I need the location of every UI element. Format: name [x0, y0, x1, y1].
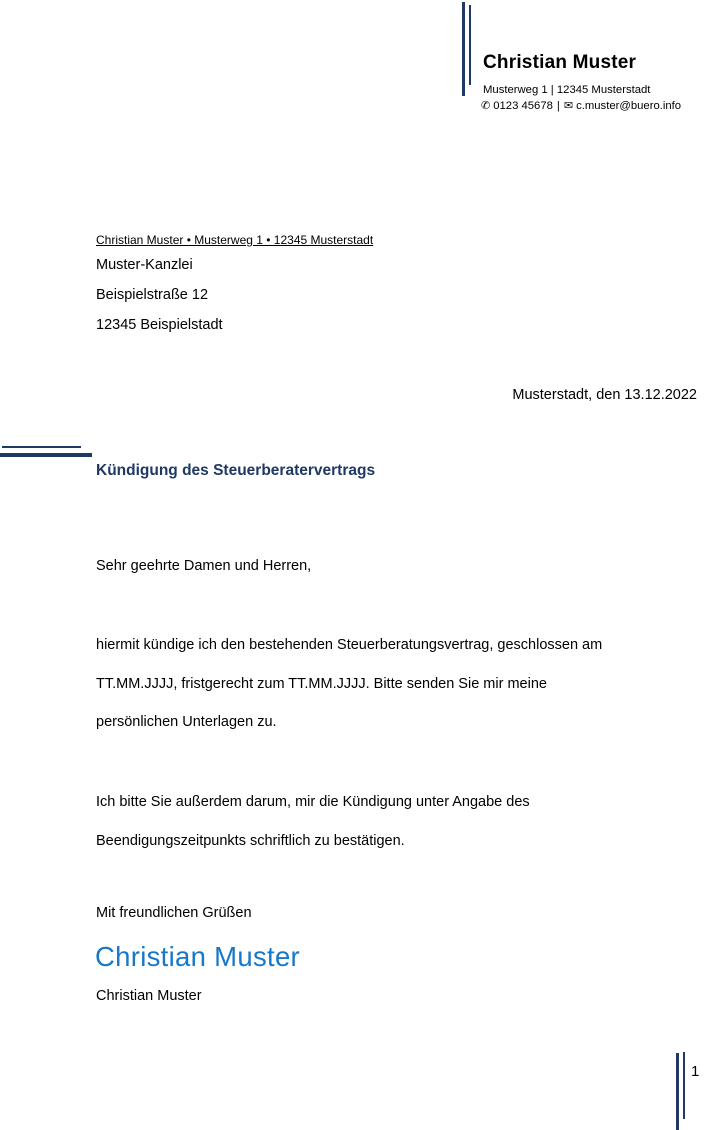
paragraph-1-line-2: TT.MM.JJJJ, fristgerecht zum TT.MM.JJJJ. Bitte senden Sie mir meine: [96, 675, 547, 692]
paragraph-2: [96, 783, 686, 860]
paragraph-2-line-1: Ich bitte Sie außerdem darum, mir die Kündigung unter Angabe des: [96, 794, 530, 810]
subject-line: Kündigung des Steuerberatervertrags: [96, 462, 376, 479]
sender-email: c.muster@buero.info: [576, 100, 682, 112]
header-accent-bar-right: [469, 5, 472, 85]
sender-address-line: Musterweg 1 | 12345 Musterstadt: [483, 84, 651, 96]
paragraph-1-line-1: hiermit kündige ich den bestehenden Steuerberatungsvertrag, geschlossen am: [96, 637, 603, 653]
closing-formula: Mit freundlichen Grüßen: [96, 905, 252, 921]
sender-phone: 0123 45678: [493, 100, 553, 112]
recipient-name: Muster-Kanzlei: [96, 257, 193, 273]
subject-rule-bottom: [0, 453, 92, 457]
recipient-city: 12345 Beispielstadt: [96, 317, 223, 333]
header-accent-bar-left: [462, 2, 466, 96]
date-line: Musterstadt, den 13.12.2022: [512, 387, 697, 403]
signature-text: Christian Muster: [95, 941, 300, 972]
recipient-street: Beispielstraße 12: [96, 287, 209, 303]
signer-printed-name: Christian Muster: [96, 988, 202, 1004]
footer-accent-bar-right: [683, 1052, 686, 1119]
contact-separator: |: [556, 100, 560, 112]
subject-rule-top: [2, 446, 81, 448]
paragraph-2-line-2: Beendigungszeitpunkts schriftlich zu bestätigen.: [96, 832, 405, 849]
paragraph-1: [96, 626, 686, 742]
paragraph-1-line-3: persönlichen Unterlagen zu.: [96, 714, 277, 730]
email-icon: ✉: [563, 100, 574, 112]
sender-name-heading: Christian Muster: [483, 52, 637, 73]
return-address-line: Christian Muster • Musterweg 1 • 12345 Musterstadt: [96, 233, 374, 247]
salutation: Sehr geehrte Damen und Herren,: [96, 558, 312, 574]
sender-contact-line: [481, 99, 681, 112]
phone-icon: ✆: [481, 100, 491, 112]
page-number: 1: [691, 1063, 700, 1080]
footer-accent-bar-left: [676, 1053, 679, 1130]
